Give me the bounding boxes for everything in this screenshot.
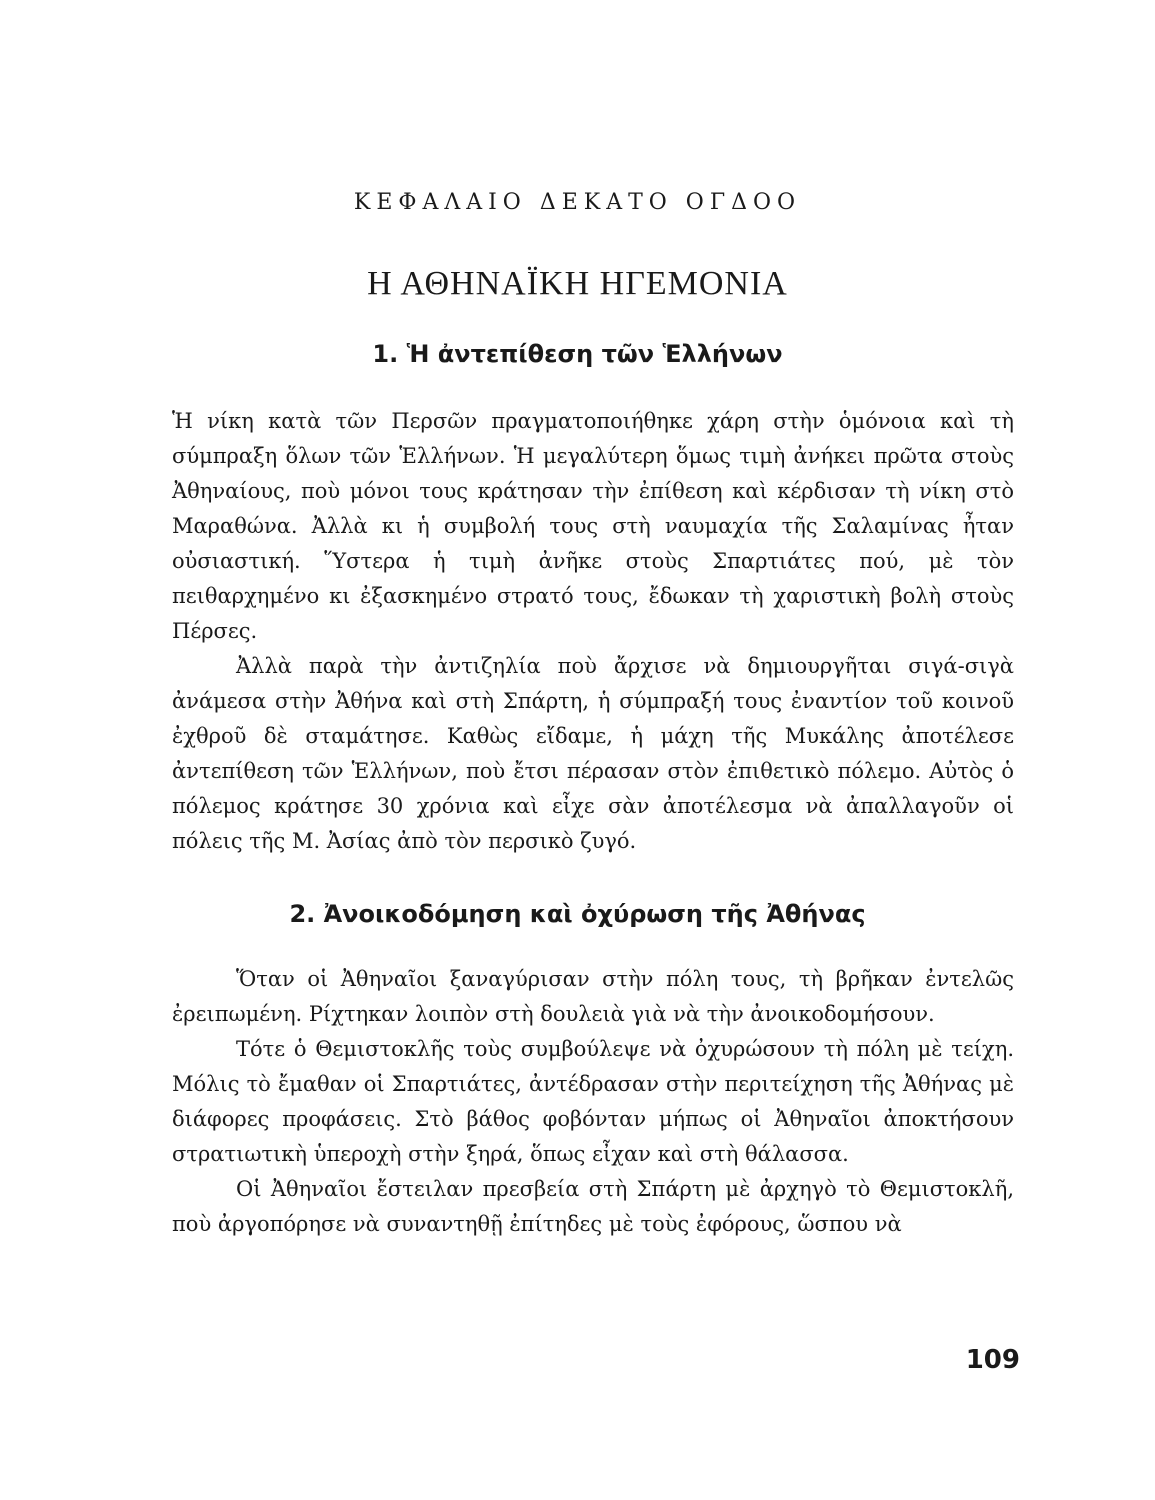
paragraph: Ὅταν οἱ Ἀθηναῖοι ξαναγύρισαν στὴν πόλη τους, τὴ βρῆκαν ἐντελῶς ἐρειπωμένη. Ρίχτηκαν λοιπὸν στὴ δουλειὰ γιὰ νὰ τὴν ἀνοικοδομήσουν. (172, 967, 1014, 1026)
section-heading-2: 2. Ἀνοικοδόμηση καὶ ὀχύρωση τῆς Ἀθήνας (289, 900, 866, 928)
paragraph: Τότε ὁ Θεμιστοκλῆς τοὺς συμβούλεψε νὰ ὀχυρώσουν τὴ πόλη μὲ τείχη. Μόλις τὸ ἔμαθαν οἱ Σπαρτιάτες, ἀντέδρασαν στὴν περιτείχηση τῆς Ἀθήνας μὲ διάφορες προφάσεις. Στὸ βάθος φοβόνταν μήπως οἱ Ἀθηναῖοι ἀποκτήσουν στρατιωτικὴ ὑπεροχὴ στὴν ξηρά, ὅπως εἶχαν καὶ στὴ θάλασσα. (172, 1037, 1014, 1166)
chapter-title: Η ΑΘΗΝΑΪΚΗ ΗΓΕΜΟΝΙΑ (367, 265, 788, 302)
paragraph: Οἱ Ἀθηναῖοι ἔστειλαν πρεσβεία στὴ Σπάρτη μὲ ἀρχηγὸ τὸ Θεμιστοκλῆ, ποὺ ἀργοπόρησε νὰ συναντηθῇ ἐπίτηδες μὲ τοὺς ἐφόρους, ὥσπου νὰ (172, 1177, 1014, 1236)
section-heading-1: 1. Ἡ ἀντεπίθεση τῶν Ἑλλήνων (372, 340, 783, 368)
section-1-body (172, 404, 1014, 859)
section-2-body (172, 962, 1014, 1242)
chapter-label: ΚΕΦΑΛΑΙΟ ΔΕΚΑΤΟ ΟΓΔΟΟ (353, 190, 802, 215)
paragraph: Ἀλλὰ παρὰ τὴν ἀντιζηλία ποὺ ἄρχισε νὰ δημιουργῆται σιγά-σιγὰ ἀνάμεσα στὴν Ἀθήνα καὶ στὴ Σπάρτη, ἡ σύμπραξή τους ἐναντίον τοῦ κοινοῦ ἐχθροῦ δὲ σταμάτησε. Καθὼς εἴδαμε, ἡ μάχη τῆς Μυκάλης ἀποτέλεσε ἀντεπίθεση τῶν Ἑλλήνων, ποὺ ἔτσι πέρασαν στὸν ἐπιθετικὸ πόλεμο. Αὐτὸς ὁ πόλεμος κράτησε 30 χρόνια καὶ εἶχε σὰν ἀποτέλεσμα νὰ ἀπαλλαγοῦν οἱ πόλεις τῆς Μ. Ἀσίας ἀπὸ τὸν περσικὸ ζυγό. (172, 654, 1014, 853)
page-number: 109 (965, 1345, 1020, 1375)
paragraph: Ἡ νίκη κατὰ τῶν Περσῶν πραγματοποιήθηκε χάρη στὴν ὁμόνοια καὶ τὴ σύμπραξη ὅλων τῶν Ἑλλήνων. Ἡ μεγαλύτερη ὅμως τιμὴ ἀνήκει πρῶτα στοὺς Ἀθηναίους, ποὺ μόνοι τους κράτησαν τὴν ἐπίθεση καὶ κέρδισαν τὴ νίκη στὸ Μαραθώνα. Ἀλλὰ κι ἡ συμβολή τους στὴ ναυμαχία τῆς Σαλαμίνας ἦταν οὐσιαστική. Ὕστερα ἡ τιμὴ ἀνῆκε στοὺς Σπαρτιάτες πού, μὲ τὸν πειθαρχημένο κι ἐξασκημένο στρατό τους, ἔδωκαν τὴ χαριστικὴ βολὴ στοὺς Πέρσες. (172, 409, 1014, 643)
